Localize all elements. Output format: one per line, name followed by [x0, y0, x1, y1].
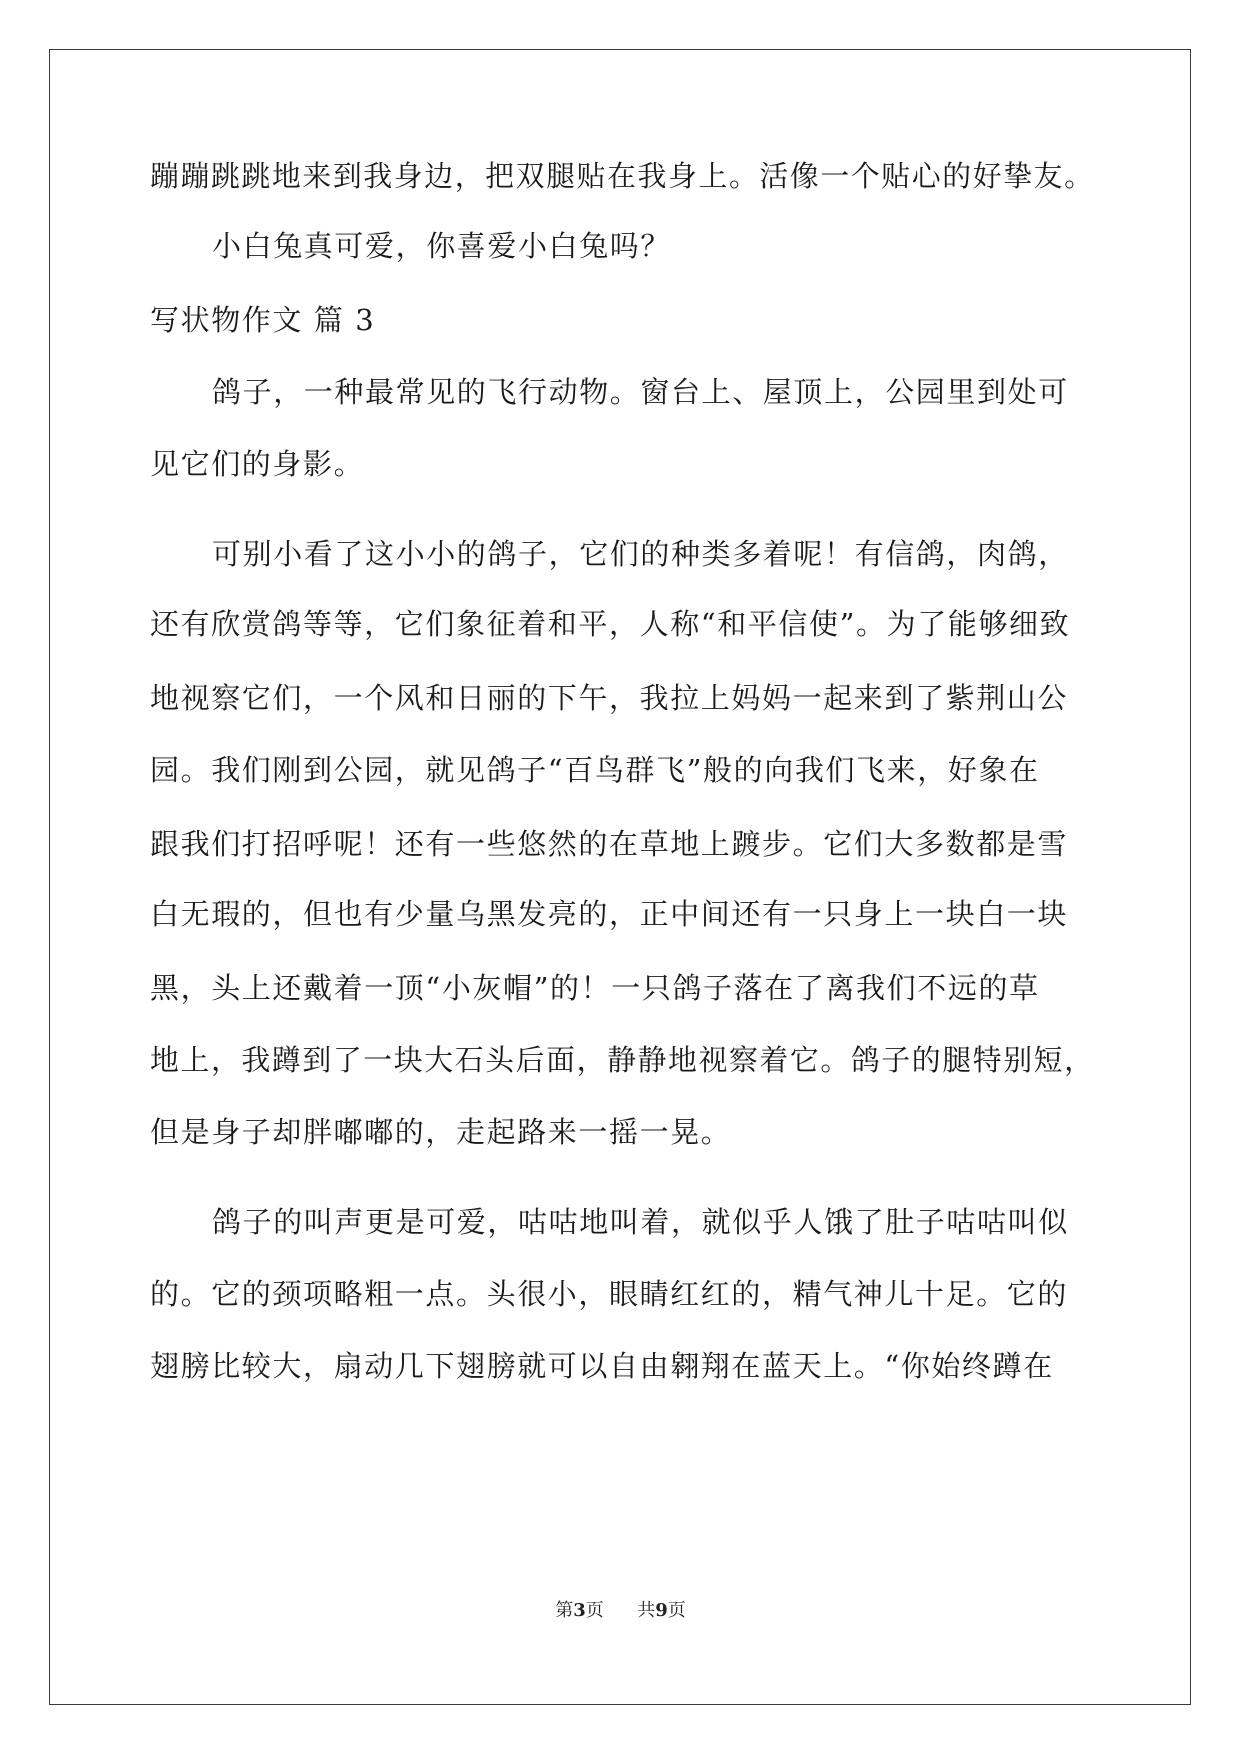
text-line: 翅膀比较大，扇动几下翅膀就可以自由翱翔在蓝天上。“你始终蹲在 [150, 1349, 1054, 1383]
page-border [49, 49, 1191, 1705]
text-line: 可别小看了这小小的鸽子，它们的种类多着呢！有信鸽，肉鸽， [212, 537, 1069, 571]
page-current: 3 [573, 1600, 586, 1621]
text-line: 跟我们打招呼呢！还有一些悠然的在草地上踱步。它们大多数都是雪 [150, 827, 1069, 861]
text-line: 园。我们刚到公园，就见鸽子“百鸟群飞”般的向我们飞来，好象在 [150, 753, 1040, 787]
page-suffix: 页 [585, 1600, 604, 1621]
page-total: 9 [655, 1600, 668, 1621]
total-suffix: 页 [667, 1600, 686, 1621]
text-line: 黑，头上还戴着一顶“小灰帽”的！一只鸽子落在了离我们不远的草 [150, 971, 1040, 1005]
section-heading: 写状物作文 篇 3 [150, 303, 376, 337]
page-prefix: 第 [555, 1600, 574, 1621]
text-line: 小白兔真可爱，你喜爱小白兔吗？ [212, 229, 672, 263]
total-prefix: 共 [637, 1600, 656, 1621]
text-line: 鸽子的叫声更是可爱，咕咕地叫着，就似乎人饿了肚子咕咕叫似 [212, 1205, 1069, 1239]
text-line: 的。它的颈项略粗一点。头很小，眼睛红红的，精气神儿十足。它的 [150, 1277, 1069, 1311]
text-line: 鸽子，一种最常见的飞行动物。窗台上、屋顶上，公园里到处可 [212, 375, 1069, 409]
text-line: 地上，我蹲到了一块大石头后面，静静地视察着它。鸽子的腿特别短， [150, 1043, 1095, 1077]
text-line: 地视察它们，一个风和日丽的下午，我拉上妈妈一起来到了紫荆山公 [150, 681, 1069, 715]
text-line: 还有欣赏鸽等等，它们象征着和平，人称“和平信使”。为了能够细致 [150, 607, 1071, 641]
page-footer [0, 1599, 1241, 1623]
text-line: 但是身子却胖嘟嘟的，走起路来一摇一晃。 [150, 1115, 732, 1149]
text-line: 蹦蹦跳跳地来到我身边，把双腿贴在我身上。活像一个贴心的好挚友。 [150, 159, 1095, 193]
text-line: 见它们的身影。 [150, 447, 365, 481]
text-line: 白无瑕的，但也有少量乌黑发亮的，正中间还有一只身上一块白一块 [150, 897, 1069, 931]
